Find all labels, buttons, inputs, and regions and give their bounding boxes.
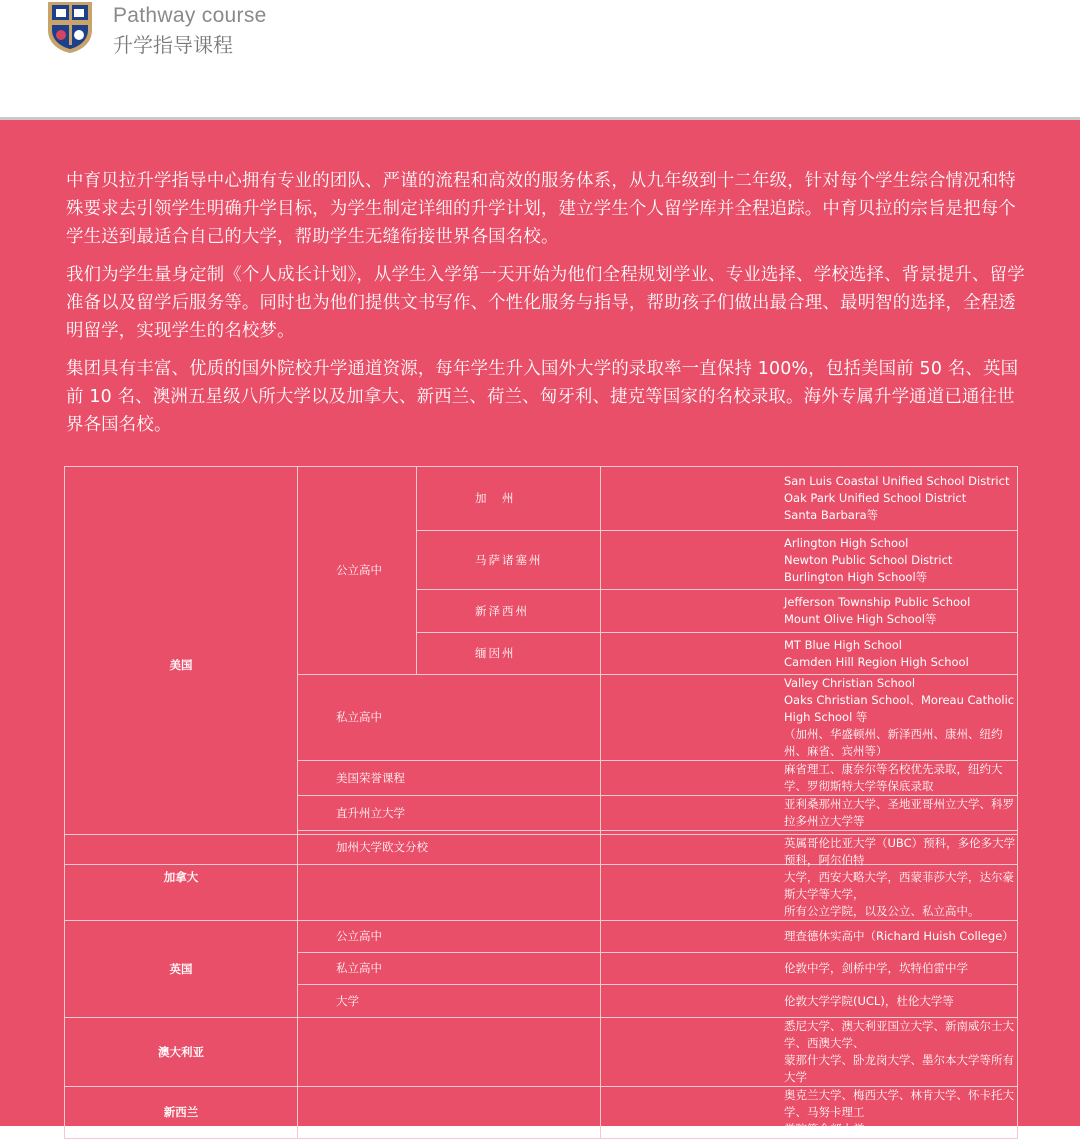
- school-item: （加州、华盛顿州、新泽西州、康州、纽约州、麻省、宾州等）: [784, 727, 1003, 758]
- desc-line: 蒙那什大学、卧龙岗大学、墨尔本大学等所有大学: [784, 1053, 1014, 1084]
- school-item: Santa Barbara等: [784, 508, 879, 522]
- desc-line: 奥克兰大学、梅西大学、林肯大学、怀卡托大学、马努卡理工: [784, 1088, 1014, 1119]
- school-item: Arlington High School: [784, 535, 909, 550]
- intro-paragraph-1: 中育贝拉升学指导中心拥有专业的团队、严谨的流程和高效的服务体系，从九年级到十二年级，针对每个学生综合情况和特殊要求去引领学生明确升学目标，为学生制定详细的升学计划，建立学生个人留学库并全程追踪。中育贝拉的宗旨是把每个学生送到最适合自己的大学，帮助学生无缝衔接世界各国名校。: [66, 171, 1016, 247]
- school-item: Newton Public School District: [784, 552, 953, 567]
- canada-desc: [601, 835, 1018, 921]
- page-header: [0, 0, 1080, 119]
- school-list: [601, 590, 1018, 633]
- table-row: [65, 1018, 1018, 1087]
- school-list: [601, 675, 1018, 761]
- school-item: Burlington High School等: [784, 569, 928, 584]
- title-english: Pathway course: [113, 4, 267, 27]
- uk-category: 公立高中: [298, 921, 601, 953]
- state-massachusetts: 马萨诸塞州: [417, 531, 601, 590]
- school-item: San Luis Coastal Unified School District: [784, 474, 1010, 488]
- school-item: MT Blue High School: [784, 637, 902, 652]
- desc-line: 学院等全部大学: [784, 1122, 865, 1136]
- nz-desc: [601, 1087, 1018, 1139]
- content-panel: [0, 120, 1080, 1136]
- state-univ-desc: 亚利桑那州立大学、圣地亚哥州立大学、科罗拉多州立大学等: [601, 796, 1018, 831]
- school-item: Jefferson Township Public School: [784, 595, 971, 609]
- school-list: [601, 467, 1018, 531]
- desc-line: 英属哥伦比亚大学（UBC）预科，多伦多大学预科，阿尔伯特: [784, 836, 1016, 867]
- school-item: Valley Christian School: [784, 676, 916, 690]
- uk-category: 私立高中: [298, 953, 601, 985]
- school-crest-icon: [44, 0, 96, 54]
- category-public-high: 公立高中: [298, 467, 417, 675]
- uk-desc: 伦敦大学学院(UCL)，杜伦大学等: [601, 985, 1018, 1018]
- school-item: Oaks Christian School、Moreau Catholic High School 等: [784, 693, 1015, 724]
- state-california: 加 州: [417, 467, 601, 531]
- state-maine: 缅因州: [417, 633, 601, 675]
- country-uk: 英国: [65, 921, 298, 1018]
- country-usa: 美国: [65, 467, 298, 865]
- school-list: [601, 531, 1018, 590]
- category-state-univ: 直升州立大学: [298, 796, 601, 831]
- course-table-2: [64, 834, 1018, 1139]
- school-item: Oak Park Unified School District: [784, 491, 967, 505]
- course-table: [64, 466, 1018, 865]
- empty-cell: [298, 835, 601, 921]
- category-honors: 美国荣誉课程: [298, 761, 601, 796]
- desc-line: 悉尼大学、澳大利亚国立大学、新南威尔士大学、西澳大学、: [784, 1019, 1014, 1050]
- uk-desc: 伦敦中学，剑桥中学，坎特伯雷中学: [601, 953, 1018, 985]
- desc-line: 大学，西安大略大学，西蒙菲莎大学，达尔豪斯大学等大学，: [784, 870, 1014, 901]
- school-item: Camden Hill Region High School: [784, 654, 969, 669]
- empty-cell: [298, 1087, 601, 1139]
- country-canada: 加拿大: [65, 835, 298, 921]
- australia-desc: [601, 1018, 1018, 1087]
- school-item: Mount Olive High School等: [784, 612, 937, 626]
- category-private-high: 私立高中: [298, 675, 601, 761]
- title-chinese: 升学指导课程: [113, 33, 233, 57]
- uk-desc: 理查德休实高中（Richard Huish College）: [601, 921, 1018, 953]
- intro-paragraph-2: 我们为学生量身定制《个人成长计划》，从学生入学第一天开始为他们全程规划学业、专业选择、学校选择、背景提升、留学准备以及留学后服务等。同时也为他们提供文书写作、个性化服务与指导，帮助孩子们做出最合理、最明智的选择，全程透明留学，实现学生的名校梦。: [66, 265, 1025, 341]
- table-row: [65, 1087, 1018, 1139]
- state-new-jersey: 新泽西州: [417, 590, 601, 633]
- table-row: [65, 467, 1018, 531]
- country-australia: 澳大利亚: [65, 1018, 298, 1087]
- table-row: [65, 835, 1018, 921]
- honors-desc: 麻省理工、康奈尔等名校优先录取，纽约大学、罗彻斯特大学等保底录取: [601, 761, 1018, 796]
- empty-cell: [298, 1018, 601, 1087]
- table-row: [65, 921, 1018, 953]
- intro-paragraph-3: 集团具有丰富、优质的国外院校升学通道资源，每年学生升入国外大学的录取率一直保持 100%，包括美国前 50 名、英国前 10 名、澳洲五星级八所大学以及加拿大、新西兰、荷兰、匈牙利、捷克等国家的名校录取。海外专属升学通道已通往世界各国名校。: [66, 359, 1019, 435]
- intro-text: [66, 167, 1026, 449]
- uk-category: 大学: [298, 985, 601, 1018]
- desc-line: 所有公立学院，以及公立、私立高中。: [784, 904, 980, 918]
- category-uc-irvine: 加州大学欧文分校: [298, 831, 601, 865]
- school-list: [601, 633, 1018, 675]
- country-new-zealand: 新西兰: [65, 1087, 298, 1139]
